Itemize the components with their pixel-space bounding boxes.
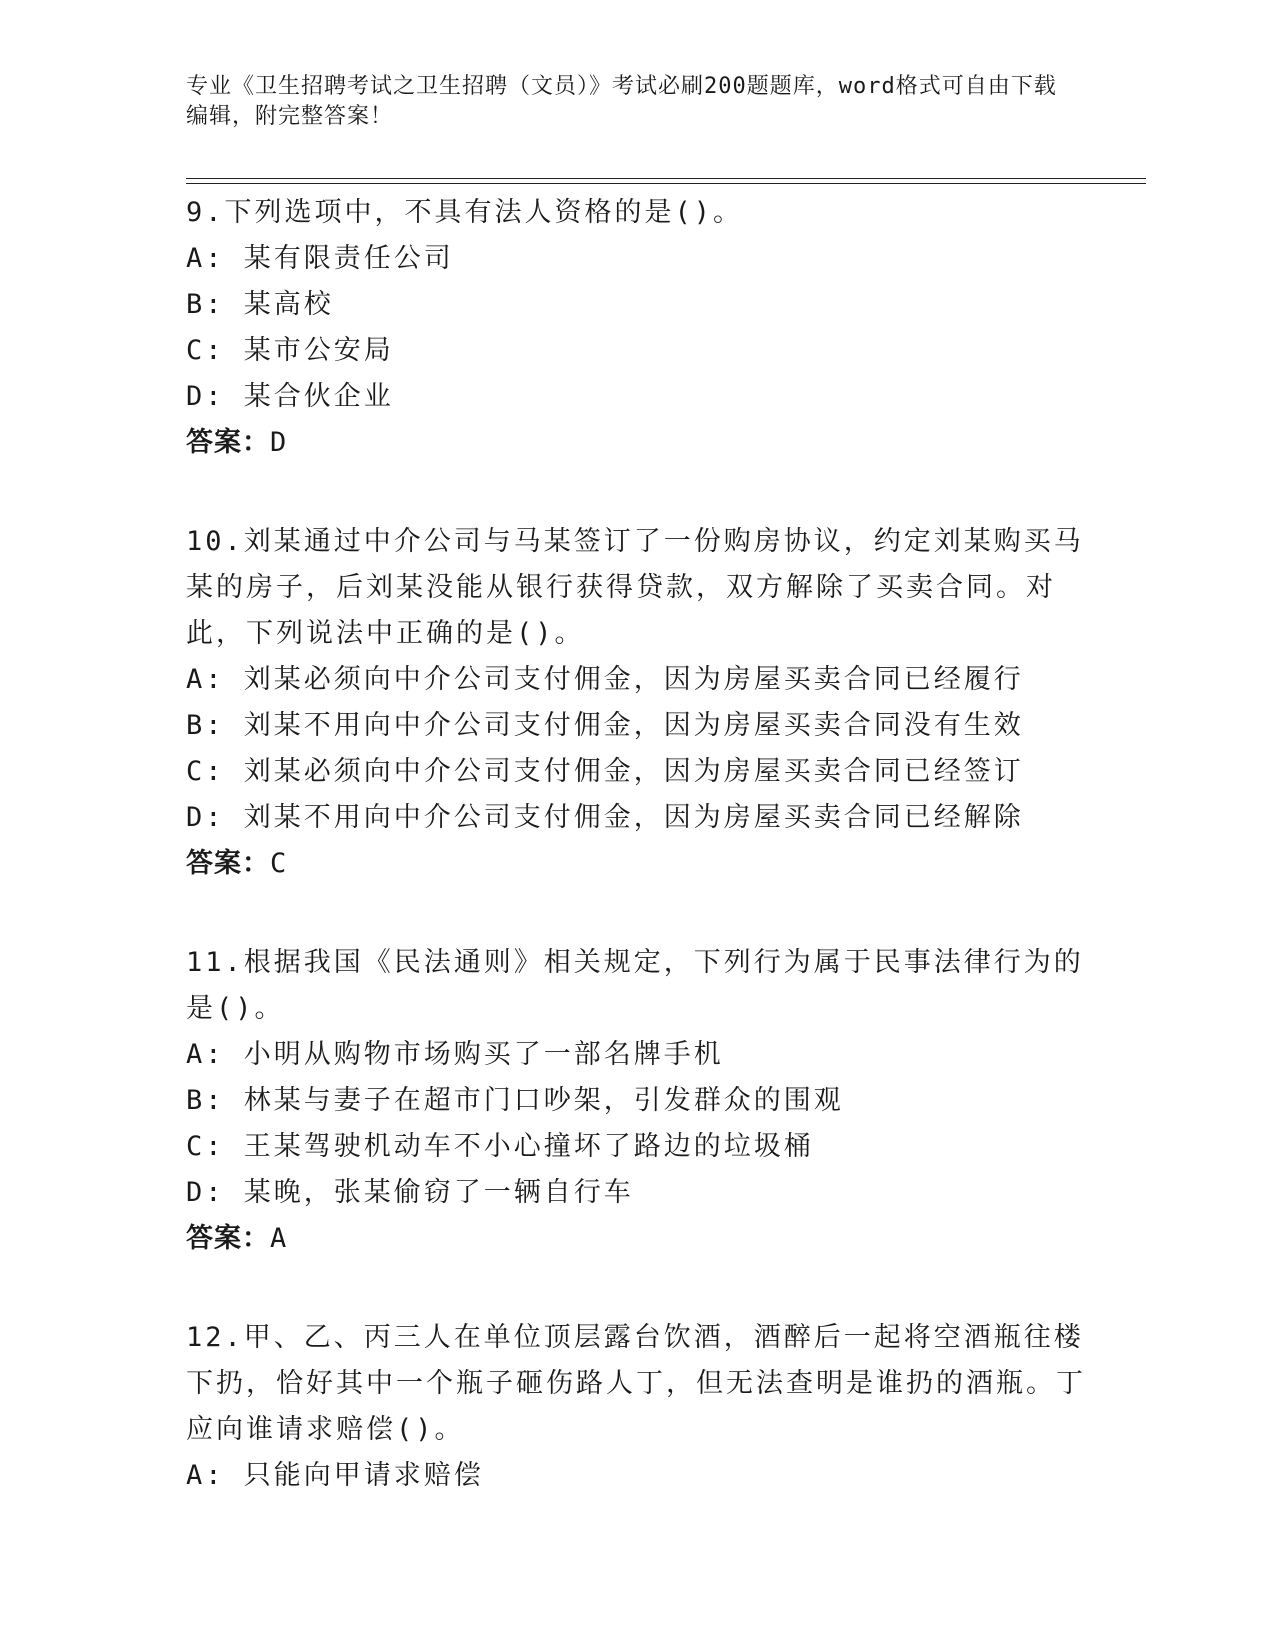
question-12	[186, 1315, 1086, 1499]
option-b: B: 某高校	[186, 289, 334, 320]
question-9	[186, 190, 1086, 466]
answer-value: A	[270, 1223, 288, 1254]
question-stem: 10.刘某通过中介公司与马某签订了一份购房协议，约定刘某购买马某的房子，后刘某没能从银行获得贷款，双方解除了买卖合同。对此，下列说法中正确的是()。	[186, 526, 1084, 649]
header-rule-top	[186, 178, 1146, 179]
option-d: D: 某晚，张某偷窃了一辆自行车	[186, 1177, 634, 1208]
option-d: D: 刘某不用向中介公司支付佣金，因为房屋买卖合同已经解除	[186, 802, 1024, 833]
option-b: B: 林某与妻子在超市门口吵架，引发群众的围观	[186, 1085, 844, 1116]
option-a: A: 刘某必须向中介公司支付佣金，因为房屋买卖合同已经履行	[186, 664, 1024, 695]
option-b: B: 刘某不用向中介公司支付佣金，因为房屋买卖合同没有生效	[186, 710, 1024, 741]
question-10	[186, 519, 1086, 887]
answer-line	[186, 420, 1086, 466]
question-list	[186, 190, 1086, 1552]
option-c: C: 某市公安局	[186, 335, 394, 366]
option-a: A: 某有限责任公司	[186, 243, 454, 274]
document-header: 专业《卫生招聘考试之卫生招聘（文员）》考试必刷200题题库，word格式可自由下载编辑，附完整答案！	[186, 74, 1057, 129]
answer-label: 答案：	[186, 1223, 270, 1254]
option-c: C: 刘某必须向中介公司支付佣金，因为房屋买卖合同已经签订	[186, 756, 1024, 787]
answer-value: C	[270, 848, 288, 879]
option-a: A: 只能向甲请求赔偿	[186, 1460, 484, 1491]
question-stem: 9.下列选项中，不具有法人资格的是()。	[186, 197, 744, 228]
question-stem: 12.甲、乙、丙三人在单位顶层露台饮酒，酒醉后一起将空酒瓶往楼下扔，恰好其中一个瓶子砸伤路人丁，但无法查明是谁扔的酒瓶。丁应向谁请求赔偿()。	[186, 1322, 1086, 1445]
question-11	[186, 940, 1086, 1262]
option-d: D: 某合伙企业	[186, 381, 394, 412]
option-c: C: 王某驾驶机动车不小心撞坏了路边的垃圾桶	[186, 1131, 814, 1162]
answer-line	[186, 841, 1086, 887]
option-a: A: 小明从购物市场购买了一部名牌手机	[186, 1039, 724, 1070]
answer-label: 答案：	[186, 848, 270, 879]
header-rule-bottom	[186, 183, 1146, 184]
answer-line	[186, 1216, 1086, 1262]
answer-value: D	[270, 427, 288, 458]
answer-label: 答案：	[186, 427, 270, 458]
question-stem: 11.根据我国《民法通则》相关规定，下列行为属于民事法律行为的是()。	[186, 947, 1084, 1024]
